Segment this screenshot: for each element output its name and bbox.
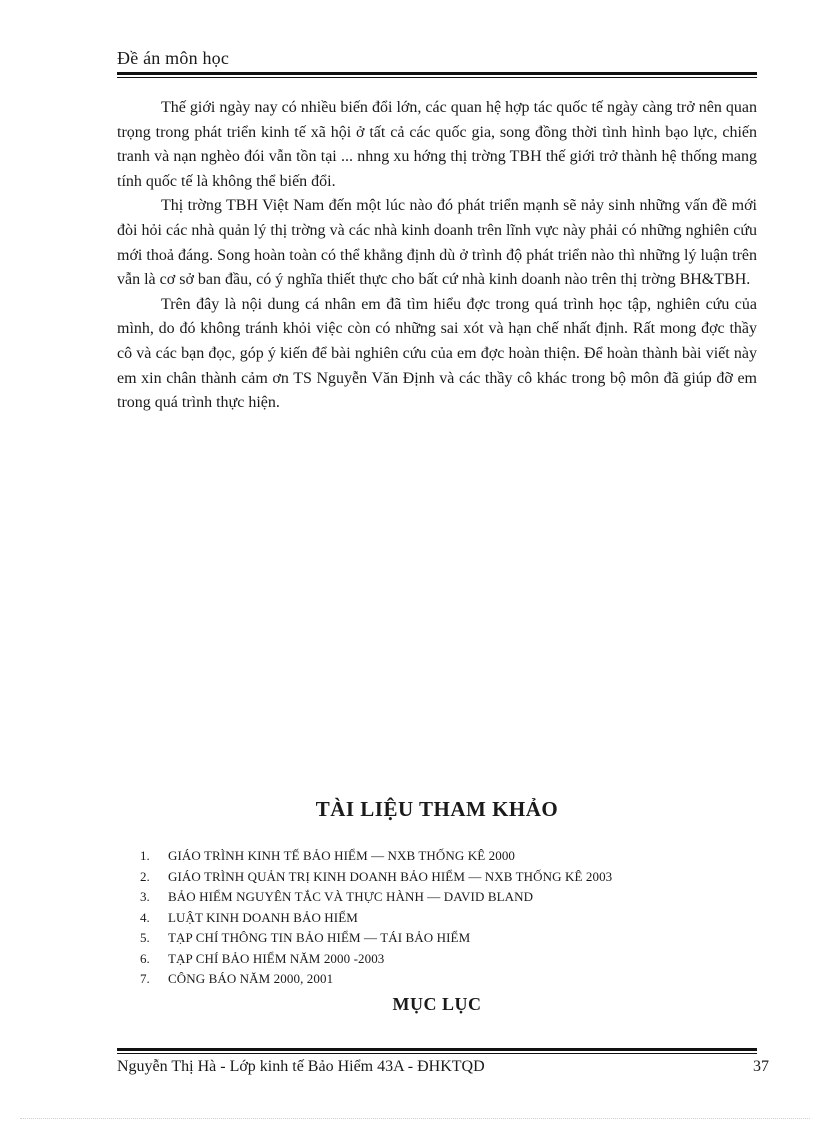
reference-item xyxy=(140,969,740,990)
reference-item xyxy=(140,887,740,908)
page-number: 37 xyxy=(753,1058,769,1075)
reference-text: BẢO HIỂM NGUYÊN TẮC VÀ THỰC HÀNH — DAVID BLAND xyxy=(168,889,534,904)
reference-number: 3. xyxy=(140,889,150,904)
references-list xyxy=(140,846,740,990)
reference-text: GIÁO TRÌNH QUẢN TRỊ KINH DOANH BẢO HIỂM — NXB THỐNG KÊ 2003 xyxy=(168,868,613,884)
reference-item xyxy=(140,867,740,888)
paragraph-2: Thị trờng TBH Việt Nam đến một lúc nào đó phát triển mạnh sẽ nảy sinh những vấn đề mới đòi hỏi các nhà quản lý thị trờng và các nhà kinh doanh trên lĩnh vực này phải có những nghiên cứu mới thoả đáng. Song hoàn toàn có thể khẳng định dù ở trình độ phát triển nào thì những lý luận trên vẫn là cơ sở ban đầu, có ý nghĩa thiết thực cho bất cứ nhà kinh doanh nào trên thị trờng BH&TBH. xyxy=(117,197,757,289)
paragraph-3: Trên đây là nội dung cá nhân em đã tìm hiểu đợc trong quá trình học tập, nghiên cứu của mình, do đó không tránh khỏi việc còn có những sai xót và hạn chế nhất định. Rất mong đợc thầy cô và các bạn đọc, góp ý kiến để bài nghiên cứu của em đợc hoàn thiện. Để hoàn thành bài viết này em xin chân thành cảm ơn TS Nguyễn Văn Định và các thầy cô khác trong bộ môn đã giúp đỡ em trong quá trình thực hiện. xyxy=(117,295,757,412)
reference-item xyxy=(140,928,740,949)
reference-item xyxy=(140,949,740,970)
reference-number: 2. xyxy=(140,868,150,884)
header-rule-thick xyxy=(117,72,757,75)
reference-number: 5. xyxy=(140,930,150,945)
reference-number: 1. xyxy=(140,848,150,863)
reference-number: 4. xyxy=(140,909,150,925)
page-edge-divider xyxy=(20,1118,810,1119)
footer-author: Nguyễn Thị Hà - Lớp kinh tế Bảo Hiểm 43A - ĐHKTQD xyxy=(117,1058,485,1075)
body-text xyxy=(117,96,757,416)
reference-item xyxy=(140,846,740,867)
paragraph-1: Thế giới ngày nay có nhiều biến đổi lớn, các quan hệ hợp tác quốc tế ngày càng trở nên quan trọng trong phát triển kinh tế xã hội ở tất cả các quốc gia, song đồng thời tình hình bạo lực, chiến tranh và nạn nghèo đói vẫn tồn tại ... nhng xu hớng thị trờng TBH thế giới trở thành hệ thống mang tính quốc tế là không thể biến đổi. xyxy=(117,99,757,190)
reference-text: CÔNG BÁO NĂM 2000, 2001 xyxy=(168,971,334,986)
reference-text: TẠP CHÍ BẢO HIỂM NĂM 2000 -2003 xyxy=(168,950,385,966)
reference-text: GIÁO TRÌNH KINH TẾ BẢO HIỂM — NXB THỐNG KÊ 2000 xyxy=(168,848,516,863)
reference-number: 6. xyxy=(140,950,150,966)
footer-rule-thin xyxy=(117,1053,757,1054)
reference-text: TẠP CHÍ THÔNG TIN BẢO HIỂM — TÁI BẢO HIỂM xyxy=(168,930,471,945)
references-title: TÀI LIỆU THAM KHẢO xyxy=(315,797,559,821)
reference-number: 7. xyxy=(140,971,150,986)
page-header-title: Đề án môn học xyxy=(117,48,230,68)
header-rule-thin xyxy=(117,77,757,78)
reference-text: LUẬT KINH DOANH BẢO HIỂM xyxy=(168,909,358,925)
footer-rule-thick xyxy=(117,1048,757,1051)
reference-item xyxy=(140,908,740,929)
toc-title: MỤC LỤC xyxy=(392,994,482,1014)
